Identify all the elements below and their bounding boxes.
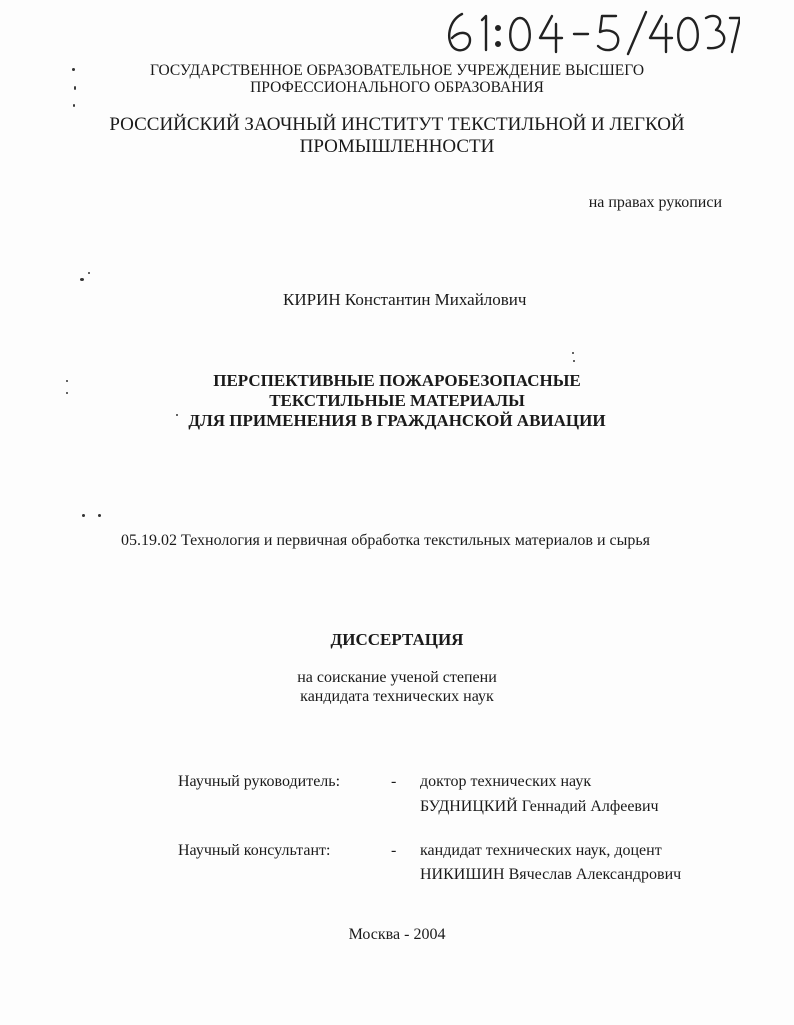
institute-name-line-2: ПРОМЫШЛЕННОСТИ [299, 136, 495, 157]
specialty-code: 05.19.02 Технология и первичная обработка текстильных материалов и сырья [121, 532, 651, 549]
supervisor-name: БУДНИЦКИЙ Геннадий Алфеевич [420, 798, 659, 815]
degree-statement [0, 668, 794, 706]
consultant-dash: - [391, 842, 397, 859]
institute-name-line-1: РОССИЙСКИЙ ЗАОЧНЫЙ ИНСТИТУТ ТЕКСТИЛЬНОЙ И ЛЕГКОЙ [109, 114, 685, 135]
scan-speck [572, 352, 574, 354]
consultant-rank: кандидат технических наук, доцент [420, 842, 662, 859]
scan-speck [88, 272, 90, 274]
author-name: КИРИН Константин Михайлович [283, 290, 527, 309]
institution-line-1: ГОСУДАРСТВЕННОЕ ОБРАЗОВАТЕЛЬНОЕ УЧРЕЖДЕНИЕ ВЫСШЕГО [149, 62, 645, 79]
scan-speck [73, 104, 75, 107]
handwritten-archive-code [440, 6, 740, 58]
scan-speck [80, 278, 84, 281]
supervisor-dash: - [391, 773, 397, 790]
degree-line-1: на соискание ученой степени [297, 669, 497, 686]
rights-note: на правах рукописи [588, 194, 722, 211]
supervisor-label: Научный руководитель: [178, 773, 341, 790]
supervisor-rank: доктор технических наук [420, 773, 592, 790]
consultant-label: Научный консультант: [178, 842, 331, 859]
scan-speck [98, 514, 101, 517]
institution-header [0, 62, 794, 96]
consultant-name: НИКИШИН Вячеслав Александрович [420, 866, 682, 883]
institution-line-2: ПРОФЕССИОНАЛЬНОГО ОБРАЗОВАНИЯ [250, 79, 544, 96]
title-line-1: ПЕРСПЕКТИВНЫЕ ПОЖАРОБЕЗОПАСНЫЕ [213, 371, 581, 390]
dissertation-title [0, 371, 794, 431]
city-year: Москва - 2004 [348, 926, 446, 943]
scan-speck [82, 514, 85, 517]
institute-name [0, 114, 794, 158]
document-type: ДИССЕРТАЦИЯ [330, 630, 464, 649]
title-line-2: ТЕКСТИЛЬНЫЕ МАТЕРИАЛЫ [269, 391, 525, 410]
title-line-3: ДЛЯ ПРИМЕНЕНИЯ В ГРАЖДАНСКОЙ АВИАЦИИ [188, 411, 606, 430]
degree-line-2: кандидата технических наук [300, 688, 494, 705]
scan-speck [573, 360, 575, 362]
